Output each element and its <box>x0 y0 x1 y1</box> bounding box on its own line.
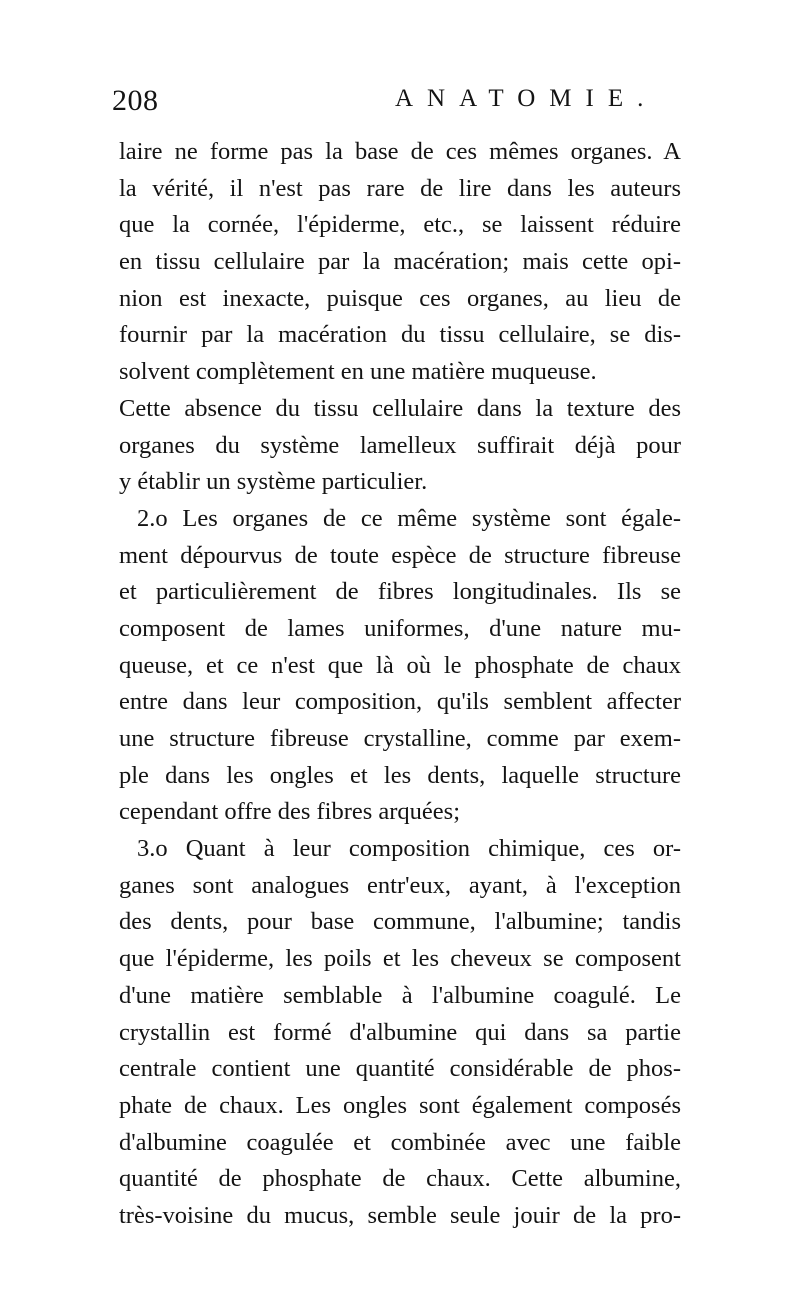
text-line: laire ne forme pas la base de ces mêmes organes. A <box>119 138 681 165</box>
text-line: Cette absence du tissu cellulaire dans la texture des <box>119 394 681 422</box>
text-line: y établir un système particulier. <box>119 468 428 496</box>
text-line: solvent complètement en une matière muqueuse. <box>119 358 597 386</box>
text-line: queuse, et ce n'est que là où le phosphate de chaux <box>119 651 681 679</box>
text-line: la vérité, il n'est pas rare de lire dans les auteurs <box>119 174 681 202</box>
text-line: 3.o Quant à leur composition chimique, ces or- <box>137 835 681 863</box>
text-line: composent de lames uniformes, d'une nature mu- <box>119 614 681 642</box>
text-line: organes du système lamelleux suffirait déjà pour <box>119 431 681 459</box>
page-number: 208 <box>112 84 159 117</box>
text-line: ment dépourvus de toute espèce de structure fibreuse <box>119 541 681 569</box>
text-line: très-voisine du mucus, semble seule jouir de la pro- <box>119 1201 681 1229</box>
text-line: nion est inexacte, puisque ces organes, au lieu de <box>119 284 681 312</box>
text-line: phate de chaux. Les ongles sont également composés <box>119 1091 681 1119</box>
text-line: cependant offre des fibres arquées; <box>119 798 461 826</box>
running-head: ANATOMIE. <box>395 85 658 112</box>
text-line: ganes sont analogues entr'eux, ayant, à l'exception <box>119 871 681 899</box>
text-line: d'une matière semblable à l'albumine coagulé. Le <box>119 981 681 1009</box>
text-line: d'albumine coagulée et combinée avec une faible <box>119 1128 681 1156</box>
text-line: 2.o Les organes de ce même système sont égale- <box>137 504 681 532</box>
text-line: ple dans les ongles et les dents, laquelle structure <box>119 761 681 789</box>
text-line: que l'épiderme, les poils et les cheveux se composent <box>119 945 681 973</box>
text-line: des dents, pour base commune, l'albumine; tandis <box>119 908 681 936</box>
text-line: centrale contient une quantité considérable de phos- <box>119 1055 681 1083</box>
text-line: quantité de phosphate de chaux. Cette albumine, <box>119 1165 681 1193</box>
text-line: une structure fibreuse crystalline, comme par exem- <box>119 725 681 752</box>
text-line: que la cornée, l'épiderme, etc., se laissent réduire <box>119 211 681 239</box>
text-line: entre dans leur composition, qu'ils semblent affecter <box>119 688 681 716</box>
text-line: crystallin est formé d'albumine qui dans sa partie <box>119 1018 681 1046</box>
page-header <box>112 84 692 124</box>
text-line: et particulièrement de fibres longitudinales. Ils se <box>119 578 681 606</box>
body-text <box>119 134 681 1235</box>
text-line: fournir par la macération du tissu cellulaire, se dis- <box>119 321 681 349</box>
text-line: en tissu cellulaire par la macération; mais cette opi- <box>119 248 681 276</box>
